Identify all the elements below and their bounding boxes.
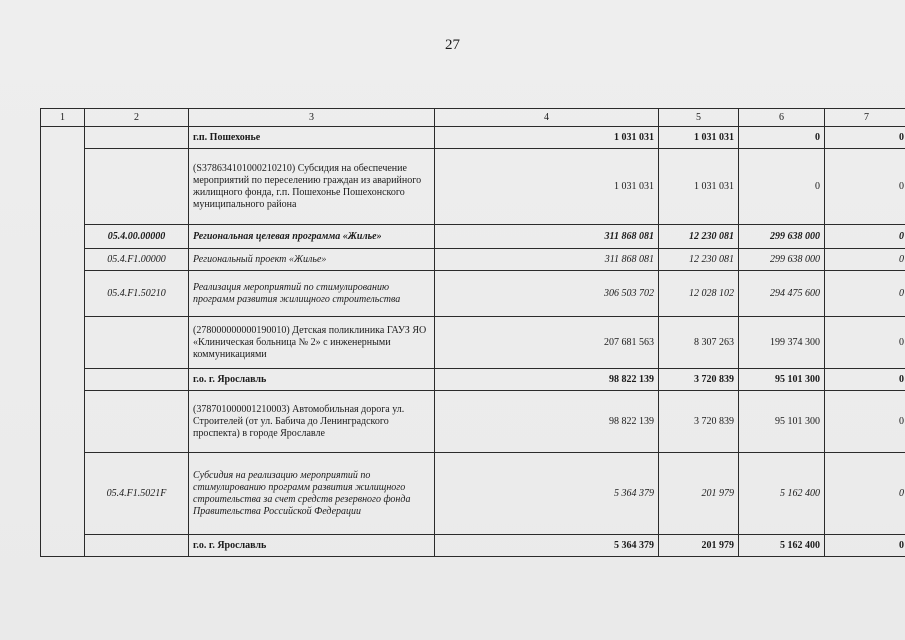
name-cell: Региональный проект «Жилье» xyxy=(189,249,435,271)
code-cell: 05.4.F1.00000 xyxy=(85,249,189,271)
value-cell: 12 028 102 xyxy=(659,271,739,317)
value-cell: 0 xyxy=(825,317,905,369)
value-cell: 0 xyxy=(739,149,825,225)
name-cell: Региональная целевая программа «Жилье» xyxy=(189,225,435,249)
header-cell: 2 xyxy=(85,109,189,127)
name-cell: Реализация мероприятий по стимулированию программ развития жилищного строительства xyxy=(189,271,435,317)
value-cell: 98 822 139 xyxy=(435,391,659,453)
name-cell: (S378634101000210210) Субсидия на обеспечение мероприятий по переселению граждан из аварийного жилищного фонда, г.п. Пошехонье Пошехонского муниципального района xyxy=(189,149,435,225)
name-cell: Субсидия на реализацию мероприятий по стимулированию программ развития жилищного строительства за счет средств резервного фонда Правительства Российской Федерации xyxy=(189,453,435,535)
value-cell: 306 503 702 xyxy=(435,271,659,317)
code-cell xyxy=(85,391,189,453)
value-cell: 0 xyxy=(825,391,905,453)
value-cell: 95 101 300 xyxy=(739,369,825,391)
value-cell: 1 031 031 xyxy=(435,149,659,225)
blank-first-column-cell xyxy=(41,127,85,557)
value-cell: 12 230 081 xyxy=(659,249,739,271)
table-row xyxy=(41,225,905,249)
header-cell: 4 xyxy=(435,109,659,127)
code-cell xyxy=(85,369,189,391)
code-cell xyxy=(85,535,189,557)
value-cell: 95 101 300 xyxy=(739,391,825,453)
value-cell: 5 364 379 xyxy=(435,535,659,557)
value-cell: 207 681 563 xyxy=(435,317,659,369)
table-row xyxy=(41,127,905,149)
value-cell: 5 162 400 xyxy=(739,535,825,557)
value-cell: 3 720 839 xyxy=(659,391,739,453)
value-cell: 3 720 839 xyxy=(659,369,739,391)
table-row xyxy=(41,453,905,535)
header-cell: 5 xyxy=(659,109,739,127)
value-cell: 299 638 000 xyxy=(739,225,825,249)
value-cell: 1 031 031 xyxy=(435,127,659,149)
name-cell: г.п. Пошехонье xyxy=(189,127,435,149)
value-cell: 0 xyxy=(825,127,905,149)
value-cell: 98 822 139 xyxy=(435,369,659,391)
code-cell: 05.4.00.00000 xyxy=(85,225,189,249)
value-cell: 5 364 379 xyxy=(435,453,659,535)
table-header-row xyxy=(41,109,905,127)
value-cell: 311 868 081 xyxy=(435,225,659,249)
value-cell: 0 xyxy=(825,535,905,557)
value-cell: 201 979 xyxy=(659,453,739,535)
value-cell: 1 031 031 xyxy=(659,127,739,149)
name-cell: (278000000000190010) Детская поликлиника ГАУЗ ЯО «Клиническая больница № 2» с инженерными коммуникациями xyxy=(189,317,435,369)
table-row xyxy=(41,369,905,391)
name-cell: (378701000001210003) Автомобильная дорога ул. Строителей (от ул. Бабича до Ленинградского проспекта) в городе Ярославле xyxy=(189,391,435,453)
value-cell: 201 979 xyxy=(659,535,739,557)
code-cell: 05.4.F1.50210 xyxy=(85,271,189,317)
value-cell: 0 xyxy=(825,225,905,249)
value-cell: 0 xyxy=(825,149,905,225)
code-cell xyxy=(85,149,189,225)
value-cell: 199 374 300 xyxy=(739,317,825,369)
code-cell xyxy=(85,127,189,149)
value-cell: 294 475 600 xyxy=(739,271,825,317)
value-cell: 299 638 000 xyxy=(739,249,825,271)
value-cell: 311 868 081 xyxy=(435,249,659,271)
table-row xyxy=(41,391,905,453)
value-cell: 5 162 400 xyxy=(739,453,825,535)
header-cell: 6 xyxy=(739,109,825,127)
name-cell: г.о. г. Ярославль xyxy=(189,535,435,557)
value-cell: 0 xyxy=(825,369,905,391)
table-row xyxy=(41,149,905,225)
value-cell: 0 xyxy=(825,453,905,535)
header-cell: 1 xyxy=(41,109,85,127)
value-cell: 0 xyxy=(825,249,905,271)
table-row xyxy=(41,249,905,271)
table-row xyxy=(41,535,905,557)
value-cell: 1 031 031 xyxy=(659,149,739,225)
header-cell: 7 xyxy=(825,109,905,127)
budget-table xyxy=(40,108,905,557)
name-cell: г.о. г. Ярославль xyxy=(189,369,435,391)
code-cell xyxy=(85,317,189,369)
value-cell: 0 xyxy=(825,271,905,317)
table-row xyxy=(41,317,905,369)
table-row xyxy=(41,271,905,317)
page-number: 27 xyxy=(445,37,460,53)
header-cell: 3 xyxy=(189,109,435,127)
value-cell: 12 230 081 xyxy=(659,225,739,249)
value-cell: 0 xyxy=(739,127,825,149)
value-cell: 8 307 263 xyxy=(659,317,739,369)
code-cell: 05.4.F1.5021F xyxy=(85,453,189,535)
